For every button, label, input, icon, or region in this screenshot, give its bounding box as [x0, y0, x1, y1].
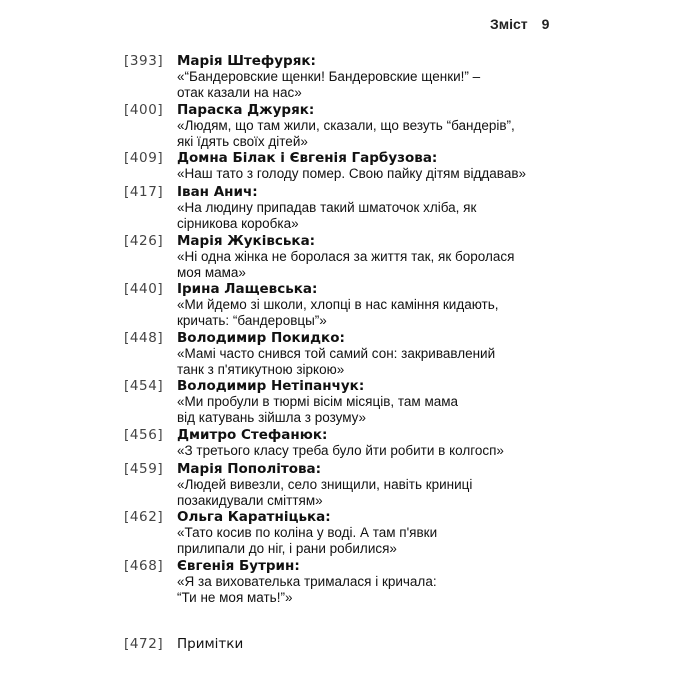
toc-entry-author: Ірина Лащевська:	[177, 281, 318, 297]
toc-entry-author: Ольга Каратніцька:	[177, 509, 331, 525]
toc-page-number: [426]	[124, 232, 164, 249]
toc-entry-quote-line: «Ні одна жінка не боролася за життя так, як боролася	[177, 248, 515, 264]
toc-page-number: [459]	[124, 460, 164, 477]
toc-entry-quote-line: «Тато косив по коліна у воді. А там п'явки	[177, 525, 438, 540]
toc-entry-author: Марія Пополітова:	[177, 460, 322, 477]
toc-entry-quote-line: «Людям, що там жили, сказали, що везуть “бандерів”,	[177, 117, 515, 133]
toc-entry-content	[177, 150, 554, 182]
toc-entry-quote-line: «Наш тато з голоду помер. Свою пайку дітям віддавав»	[177, 166, 527, 181]
toc-page-number: [417]	[124, 184, 164, 200]
toc-page-number: [454]	[124, 378, 164, 394]
toc-entry[interactable]	[124, 378, 554, 427]
toc-entry-author: Домна Білак і Євгенія Гарбузова:	[177, 150, 438, 166]
toc-entry[interactable]	[124, 53, 554, 102]
notes-label: Примітки	[177, 636, 244, 652]
toc-entry-content	[177, 509, 554, 557]
running-header	[490, 16, 549, 32]
toc-entry-content	[177, 427, 554, 459]
toc-entry-quote-line: «Ми йдемо зі школи, хлопці в нас каміння кидають,	[177, 297, 499, 312]
toc-entry-quote-line: кричать: “бандеровцы”»	[177, 313, 327, 328]
toc-entry-quote-line: «Людей вивезли, село знищили, навіть криниці	[177, 476, 473, 492]
toc-entry-author: Дмитро Стефанюк:	[177, 426, 328, 443]
toc-entry-content	[177, 330, 554, 378]
toc-page-number: [468]	[124, 557, 164, 574]
toc-entry-author: Іван Анич:	[177, 184, 258, 200]
toc-entry-author: Марія Жуківська:	[177, 232, 316, 249]
toc-entry-author: Марія Штефуряк:	[177, 53, 316, 69]
toc-entry-content	[177, 281, 554, 329]
toc-entry-quote-line: «Я за вихователька трималася і кричала:	[177, 573, 437, 589]
toc-entry-content	[177, 558, 554, 606]
toc-entry-content	[177, 53, 554, 101]
toc-page-number: [462]	[124, 509, 164, 525]
toc-entry-content	[177, 461, 554, 509]
toc-entry-quote-line: «З третього класу треба було йти робити в колгосп»	[177, 442, 504, 458]
toc-entry-quote-line: «Ми пробули в тюрмі вісім місяців, там мама	[177, 394, 459, 409]
toc-entry[interactable]	[124, 427, 554, 461]
notes-page-number: [472]	[124, 636, 164, 652]
toc-entry-content	[177, 102, 554, 150]
toc-entry-quote-line: «Мамі часто снився той самий сон: закривавлений	[177, 345, 496, 361]
table-of-contents	[124, 53, 554, 606]
toc-entry-quote-line: від катувань зійшла з розуму»	[177, 410, 367, 425]
toc-entry-quote-line: моя мама»	[177, 264, 246, 280]
toc-entry[interactable]	[124, 330, 554, 379]
toc-entry-quote-line: отак казали на нас»	[177, 85, 302, 100]
toc-entry-quote-line: які їдять своїх дітей»	[177, 133, 308, 149]
toc-entry-quote-line: позакидували сміттям»	[177, 492, 323, 508]
toc-entry-quote-line: сірникова коробка»	[177, 216, 299, 231]
toc-entry-content	[177, 378, 554, 426]
toc-entry[interactable]	[124, 233, 554, 282]
notes-entry[interactable]	[124, 636, 243, 652]
toc-entry[interactable]	[124, 150, 554, 184]
section-title: Зміст	[490, 16, 528, 32]
toc-entry[interactable]	[124, 509, 554, 558]
toc-entry[interactable]	[124, 461, 554, 510]
toc-entry[interactable]	[124, 281, 554, 330]
toc-entry-author: Євгенія Бутрин:	[177, 557, 300, 574]
toc-entry-content	[177, 184, 554, 232]
toc-page-number: [409]	[124, 150, 164, 166]
toc-page-number: [440]	[124, 281, 164, 297]
page-number: 9	[541, 16, 550, 32]
toc-page-number: [448]	[124, 329, 164, 346]
toc-entry-quote-line: «На людину припадав такий шматочок хліба, як	[177, 200, 477, 215]
toc-entry-quote-line: “Ти не моя мать!”»	[177, 589, 293, 605]
toc-entry-content	[177, 233, 554, 281]
toc-entry-quote-line: «“Бандеровские щенки! Бандеровские щенки!” –	[177, 69, 481, 84]
toc-page-number: [400]	[124, 101, 164, 118]
toc-entry-author: Володимир Нетіпанчук:	[177, 378, 365, 394]
toc-entry-quote-line: танк з п'ятикутною зіркою»	[177, 361, 345, 377]
toc-entry-author: Володимир Покидко:	[177, 329, 345, 346]
toc-entry-quote-line: прилипали до ніг, і рани робилися»	[177, 541, 397, 556]
toc-page-number: [393]	[124, 53, 164, 69]
toc-entry-author: Параска Джуряк:	[177, 101, 315, 118]
toc-entry[interactable]	[124, 102, 554, 151]
toc-page-number: [456]	[124, 426, 164, 443]
toc-entry[interactable]	[124, 184, 554, 233]
toc-entry[interactable]	[124, 558, 554, 607]
